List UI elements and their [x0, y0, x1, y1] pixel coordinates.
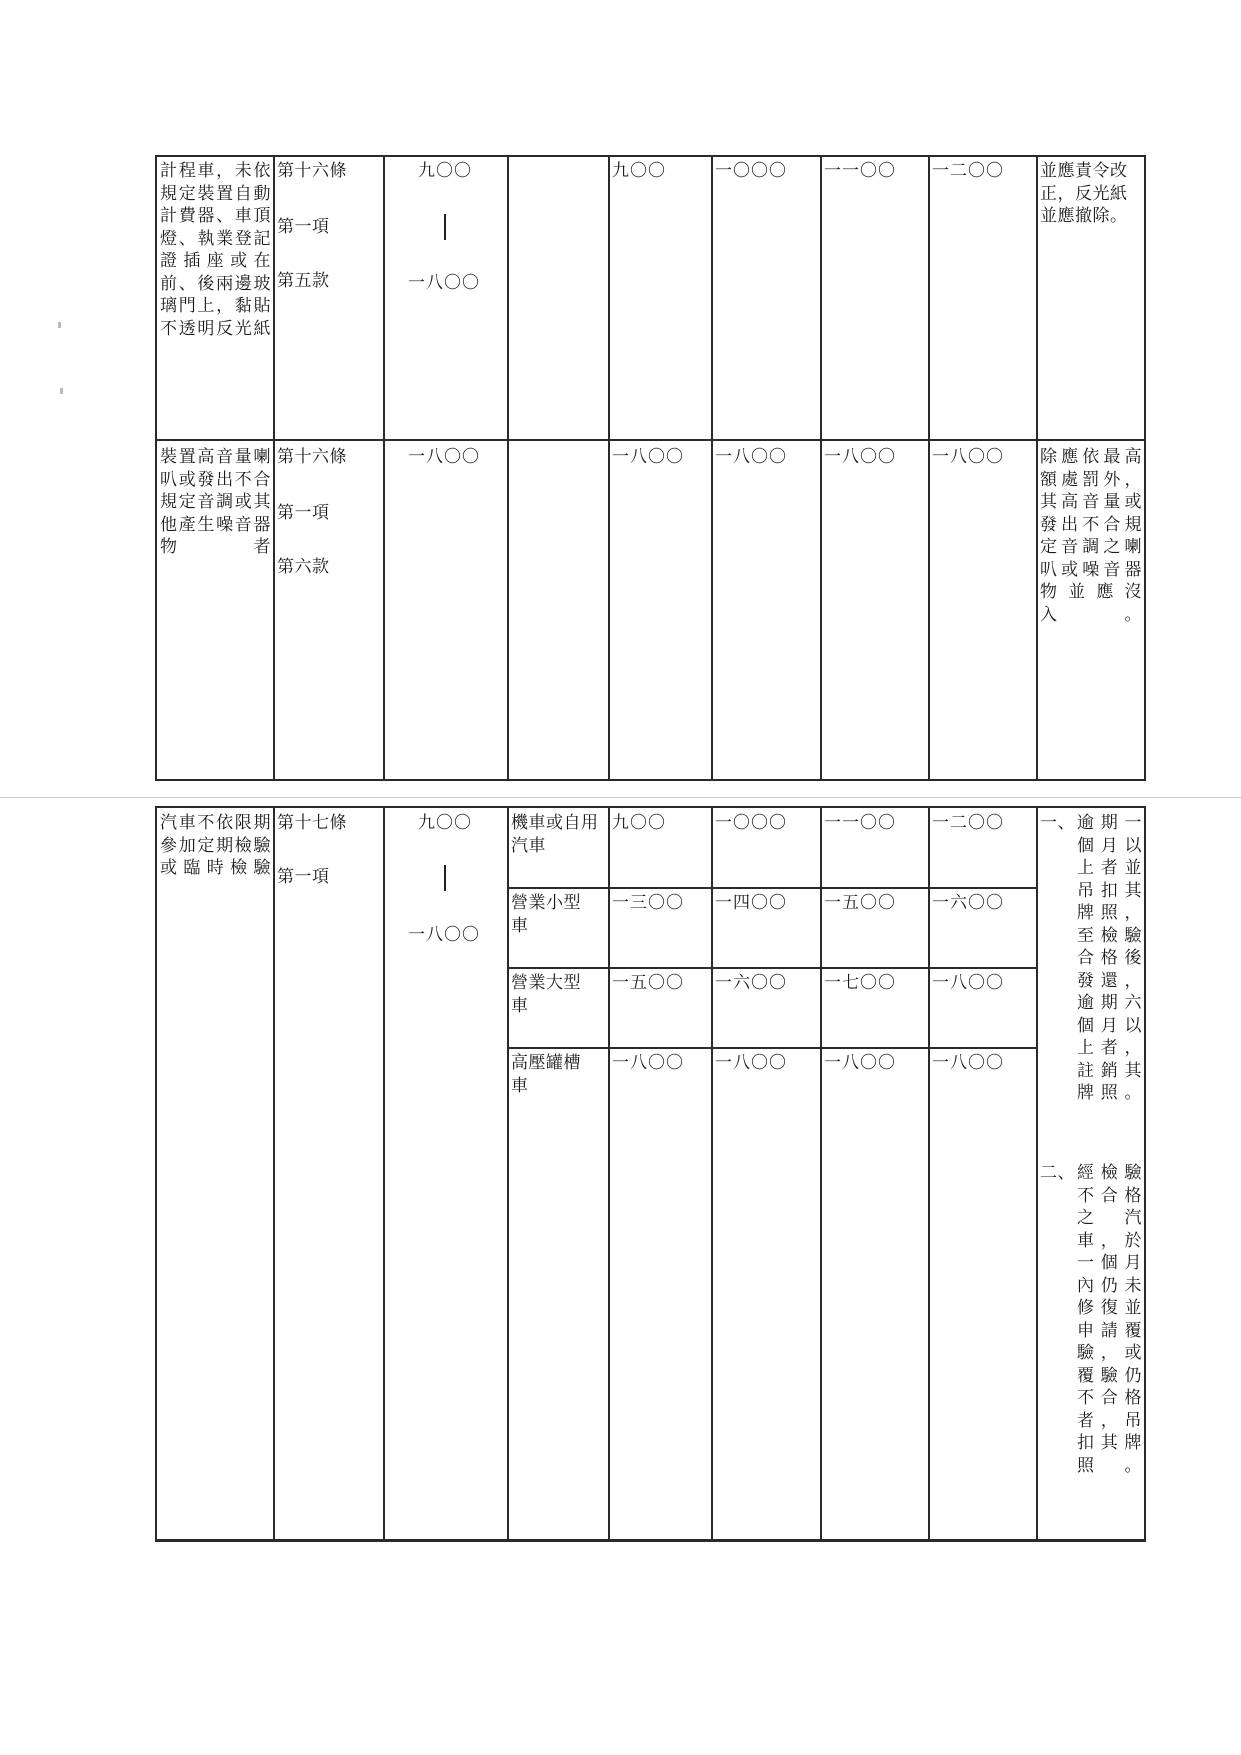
col-border — [507, 806, 509, 1542]
col-border — [273, 155, 275, 781]
page-fold-line — [0, 797, 1241, 798]
col-border — [711, 806, 713, 1542]
fine-amount: 一八〇〇 — [932, 973, 1004, 993]
article-subparagraph: 第六款 — [277, 557, 330, 577]
scan-speck — [58, 322, 61, 328]
fine-amount: 一六〇〇 — [932, 893, 1004, 913]
remark-marker: 二、 — [1040, 1163, 1075, 1183]
violation-text: 裝置高音量喇叭或發出不合規定音調或其他產生噪音器物者 — [160, 447, 271, 557]
fine-amount: 一一〇〇 — [824, 813, 896, 833]
remark-text: 除應依最高額處罰外，其高音量或發出不合規定音調之喇叭或噪音器物並應沒入。 — [1040, 447, 1142, 625]
article-paragraph: 第一項 — [277, 503, 330, 523]
fine-amount: 一八〇〇 — [932, 447, 1004, 467]
fine-amount: 一一〇〇 — [824, 161, 896, 181]
fine-amount: 九〇〇 — [612, 813, 666, 833]
fine-range-dash — [444, 865, 446, 891]
fine-range-high: 一八〇〇 — [408, 273, 480, 293]
fine-amount: 一八〇〇 — [824, 1053, 896, 1073]
article-subparagraph: 第五款 — [277, 271, 330, 291]
violation-text: 汽車不依限期參加定期檢驗或臨時檢驗 — [160, 813, 271, 878]
row-divider — [155, 439, 1146, 441]
fine-amount: 一五〇〇 — [612, 973, 684, 993]
subrow-divider — [507, 887, 1038, 889]
violation-text: 計程車，未依規定裝置自動計費器、車頂燈、執業登記證插座或在前、後兩邊玻璃門上，黏貼不透明反光紙 — [160, 161, 271, 339]
col-border — [507, 155, 509, 781]
article-number: 第十六條 — [277, 447, 347, 467]
fine-amount: 一八〇〇 — [715, 447, 787, 467]
fine-amount: 一八〇〇 — [824, 447, 896, 467]
table-bottom-border — [155, 1539, 1146, 1542]
col-border — [155, 155, 157, 781]
col-border — [608, 155, 610, 781]
fine-amount: 一五〇〇 — [824, 893, 896, 913]
fine-amount: 一三〇〇 — [612, 893, 684, 913]
table-top-border — [155, 806, 1146, 808]
col-border — [155, 806, 157, 1542]
fine-range-dash — [444, 214, 446, 240]
article-number: 第十七條 — [277, 813, 347, 833]
col-border — [928, 806, 930, 1542]
subrow-divider — [507, 1047, 1038, 1049]
vehicle-type: 營業小型車 — [511, 893, 581, 936]
col-border — [820, 155, 822, 781]
fine-amount: 一八〇〇 — [932, 1053, 1004, 1073]
fine-amount: 一八〇〇 — [715, 1053, 787, 1073]
vehicle-type: 機車或自用汽車 — [511, 813, 599, 856]
fine-range-low: 一八〇〇 — [408, 447, 480, 467]
vehicle-type: 營業大型車 — [511, 973, 581, 1016]
col-border — [1036, 806, 1038, 1542]
fine-amount: 一二〇〇 — [932, 161, 1004, 181]
col-border — [273, 806, 275, 1542]
fine-amount: 一〇〇〇 — [715, 161, 787, 181]
remark-text: 經檢驗不合格之汽車，於一個月內仍未修復並申請覆驗，或覆驗仍不合格者，吊扣其牌照。 — [1077, 1163, 1142, 1476]
fine-amount: 一四〇〇 — [715, 893, 787, 913]
fine-range-low: 九〇〇 — [418, 813, 472, 833]
table-top-border — [155, 155, 1146, 157]
fine-amount: 一八〇〇 — [612, 1053, 684, 1073]
fine-range-low: 九〇〇 — [418, 161, 472, 181]
col-border — [820, 806, 822, 1542]
col-border — [1144, 806, 1146, 1542]
col-border — [383, 806, 385, 1542]
col-border — [1036, 155, 1038, 781]
remark-text: 逾期一個月以上者並吊扣其牌照，至檢驗合格後發還，逾期六個月以上者，註銷其牌照。 — [1077, 813, 1142, 1103]
fine-amount: 一〇〇〇 — [715, 813, 787, 833]
col-border — [928, 155, 930, 781]
remark-text: 並應責令改正，反光紙並應撤除。 — [1040, 161, 1128, 226]
scan-speck — [60, 388, 63, 394]
col-border — [383, 155, 385, 781]
article-number: 第十六條 — [277, 161, 347, 181]
vehicle-type: 高壓罐槽車 — [511, 1053, 581, 1096]
table-bottom-border — [155, 779, 1146, 781]
article-paragraph: 第一項 — [277, 217, 330, 237]
fine-amount: 一二〇〇 — [932, 813, 1004, 833]
col-border — [711, 155, 713, 781]
fine-amount: 一八〇〇 — [612, 447, 684, 467]
fine-amount: 九〇〇 — [612, 161, 666, 181]
fine-amount: 一七〇〇 — [824, 973, 896, 993]
fine-amount: 一六〇〇 — [715, 973, 787, 993]
subrow-divider — [507, 967, 1038, 969]
col-border — [1144, 155, 1146, 781]
article-paragraph: 第一項 — [277, 867, 330, 887]
fine-range-high: 一八〇〇 — [408, 925, 480, 945]
remark-marker: 一、 — [1040, 813, 1075, 833]
col-border — [608, 806, 610, 1542]
